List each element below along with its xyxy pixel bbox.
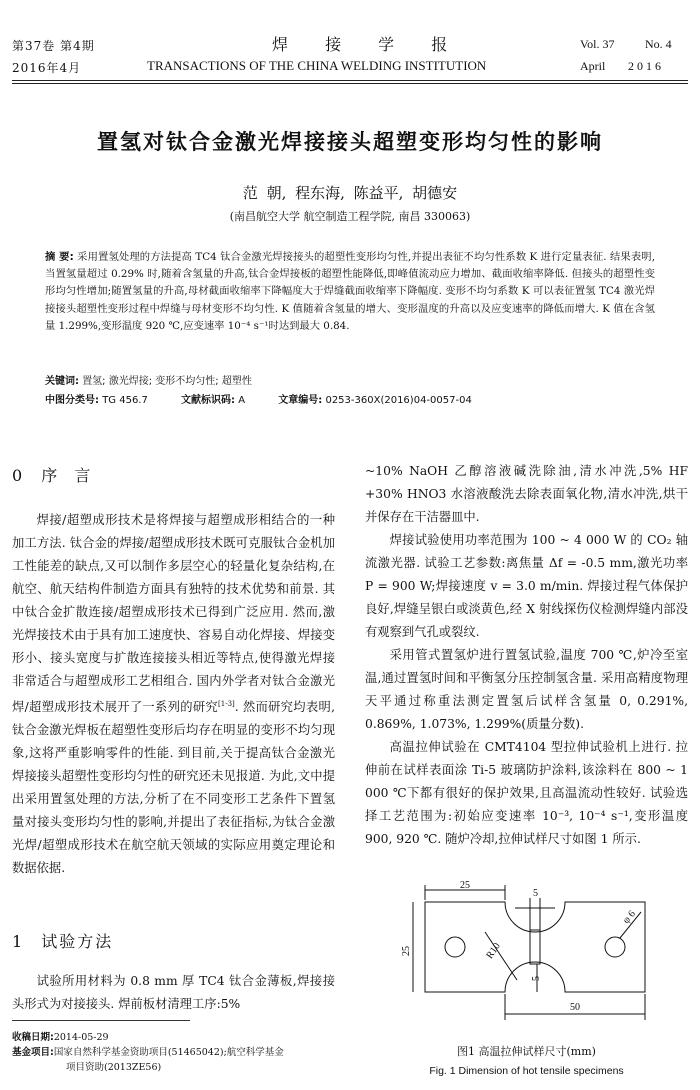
affiliation: (南昌航空大学 航空制造工程学院, 南昌 330063) <box>229 210 471 223</box>
year-en: 2 0 1 6 <box>628 59 661 73</box>
paper-title: 置氢对钛合金激光焊接接头超塑变形均匀性的影响 <box>97 130 603 154</box>
right-paragraph-0: ~10% NaOH 乙醇溶液碱洗除油,清水冲洗,5% HF +30% HNO3 水溶液酸洗去除表面氧化物,清水冲洗,烘干并保存在干洁器皿中. <box>365 464 688 524</box>
article-value: 0253-360X(2016)04-0057-04 <box>325 395 472 406</box>
fund-text-1: 国家自然科学基金资助项目(51465042);航空科学基金 <box>53 1047 284 1058</box>
intro-citation: [1-3] <box>218 700 235 708</box>
footnote-rule <box>12 1020 190 1021</box>
clc-label: 中图分类号: <box>45 395 99 406</box>
footnote <box>12 1030 342 1075</box>
clc-value: TG 456.7 <box>102 395 148 406</box>
label-r10: R10 <box>484 940 503 961</box>
method-body <box>12 970 335 1016</box>
section-0-heading <box>12 463 96 486</box>
right-body <box>365 460 688 851</box>
received-line <box>12 1030 342 1045</box>
right-paragraph-3: 高温拉伸试验在 CMT4104 型拉伸试验机上进行. 拉伸前在试样表面涂 Ti-5 玻璃防护涂料,该涂料在 800 ~ 1 000 ℃下都有很好的保护效果,且高温流动性较好. 试验选择工艺范围为:初始应变速率 10⁻³, 10⁻⁴ s⁻¹,变形温度 900, 920 ℃. 随炉冷却,拉伸试样尺寸如图 1 所示. <box>365 740 688 846</box>
keywords <box>45 372 655 387</box>
intro-paragraph <box>12 509 335 880</box>
fund-line <box>12 1045 342 1060</box>
date-cn: 2016年4月 <box>12 61 82 75</box>
weld-zone <box>530 930 540 964</box>
abstract-label: 摘 要: <box>45 251 74 263</box>
label-50: 50 <box>570 1002 580 1013</box>
figure-caption-en: Fig. 1 Dimension of hot tensile specimens <box>429 1065 624 1077</box>
section-1-heading <box>12 929 113 952</box>
label-5-mid: 5 <box>531 976 542 981</box>
abstract <box>45 249 655 335</box>
intro-text: 焊接/超塑成形技术是将焊接与超塑成形相结合的一种加工方法. 钛合金的焊接/超塑成形技术既可克服钛合金机加工性能差的缺点,又可以制作多层空心的轻量化复杂结构,在航空、航天结构件制造方面具有独特的技术优势和前景. 其中钛合金扩散连接/超塑成形技术已得到广泛应用. 然而,激光焊接技术由于具有加工速度快、容易自动化焊接、焊接变形小、接头宽度与扩散连接接头相近等特点,使得激光焊接非常适合与超塑成形工艺相组合. 国内外学者对钛合金激光焊/超塑成形技术展开了一系列的研究 <box>12 513 335 715</box>
fund-text-2: 项目资助(2013ZE56) <box>66 1062 162 1073</box>
right-paragraph-1: 焊接试验使用功率范围为 100 ~ 4 000 W 的 CO₂ 轴流激光器. 试验工艺参数:离焦量 Δf = -0.5 mm,激光功率 P = 900 W;焊接速度 v = 3.0 m/min. 焊接过程气体保护良好,焊缝呈银白或淡黄色,经 X 射线探伤仪检测焊缝内部没有观察到气孔或裂纹. <box>365 533 688 639</box>
volume-issue-cn: 第37卷 第4期 <box>12 39 95 53</box>
section-0-title: 序 言 <box>41 466 97 485</box>
intro-text-rest: . 然而研究均表明,钛合金激光焊板在超塑性变形后均存在明显的变形不均匀现象,这将严重影响零件的性能. 到目前,关于提高钛合金激光焊接接头超塑性变形均匀性的研究还未见报道. 为此,文中提出采用置氢处理的方法,分析了在不同变形工艺条件下置氢量对接头变形均匀性的影响,并提出了表征指标,为钛合金激光焊/超塑成形技术在航空航天领域的实际应用奠定理论和数据依据. <box>12 700 335 876</box>
left-hole <box>445 937 465 957</box>
received-date: 2014-05-29 <box>53 1032 109 1043</box>
section-0-number: 0 <box>12 466 23 485</box>
doc-value: A <box>238 395 246 406</box>
section-1-number: 1 <box>12 932 23 951</box>
intro-body <box>12 509 335 880</box>
method-paragraph: 试验所用材料为 0.8 mm 厚 TC4 钛合金薄板,焊接接头形式为对接接头. 焊前板材清理工序:5% <box>12 974 335 1011</box>
label-25-side: 25 <box>401 946 412 956</box>
label-25-top: 25 <box>460 880 470 891</box>
header-rule-2 <box>12 83 688 84</box>
header-rule <box>12 80 688 81</box>
label-phi6: φ 6 <box>620 908 638 926</box>
label-5-top: 5 <box>533 888 538 899</box>
specimen-drawing <box>401 880 675 1030</box>
article-label: 文章编号: <box>278 395 323 406</box>
fund-label: 基金项目: <box>12 1047 54 1058</box>
figure-caption-cn: 图1 高温拉伸试样尺寸(mm) <box>457 1045 596 1058</box>
doc-label: 文献标识码: <box>181 395 236 406</box>
section-1-title: 试验方法 <box>41 932 114 951</box>
volume-en: Vol. 37 <box>580 37 615 51</box>
right-hole <box>605 937 625 957</box>
received-label: 收稿日期: <box>12 1032 54 1043</box>
keywords-text: 置氢; 激光焊接; 变形不均匀性; 超塑性 <box>82 376 252 387</box>
right-paragraph-2: 采用管式置氢炉进行置氢试验,温度 700 ℃,炉冷至室温,通过置氢时间和平衡氢分压控制氢含量. 采用高精度物理天平通过称重法测定置氢后试样含氢量 0, 0.291%, 0.869%, 1.073%, 1.299%(质量分数). <box>365 648 688 731</box>
journal-title-en: TRANSACTIONS OF THE CHINA WELDING INSTITUTION <box>147 58 487 73</box>
abstract-text: 采用置氢处理的方法提高 TC4 钛合金激光焊接接头的超塑性变形均匀性,并提出表征不均匀性系数 K 进行定量表征. 结果表明,当置氢量超过 0.29% 时,随着含氢量的升高,钛合金焊接板的超塑性能降低,即峰值流动应力增加、截面收缩率降低. 但接头的超塑性变形均匀性增加;随置氢量的升高,母材截面收缩率下降幅度大于焊缝截面收缩率下降幅度. 变形不均匀系数 K 可以表征置氢 TC4 激光焊接接头超塑性变形过程中焊缝与母材变形不均匀性. K 值随着含氢量的增大、变形温度的升高以及应变速率的降低而增大. K 值在含氢量 1.299%,变形温度 920 ℃,应变速率 10⁻⁴ s⁻¹时达到最大 0.84. <box>45 251 655 332</box>
month-en: April <box>580 59 606 73</box>
issue-en: No. 4 <box>645 37 672 51</box>
keywords-label: 关键词: <box>45 376 79 387</box>
authors: 范 朝, 程东海, 陈益平, 胡德安 <box>242 184 458 202</box>
journal-title-cn: 焊 接 学 报 <box>272 35 464 54</box>
classification <box>45 391 655 406</box>
